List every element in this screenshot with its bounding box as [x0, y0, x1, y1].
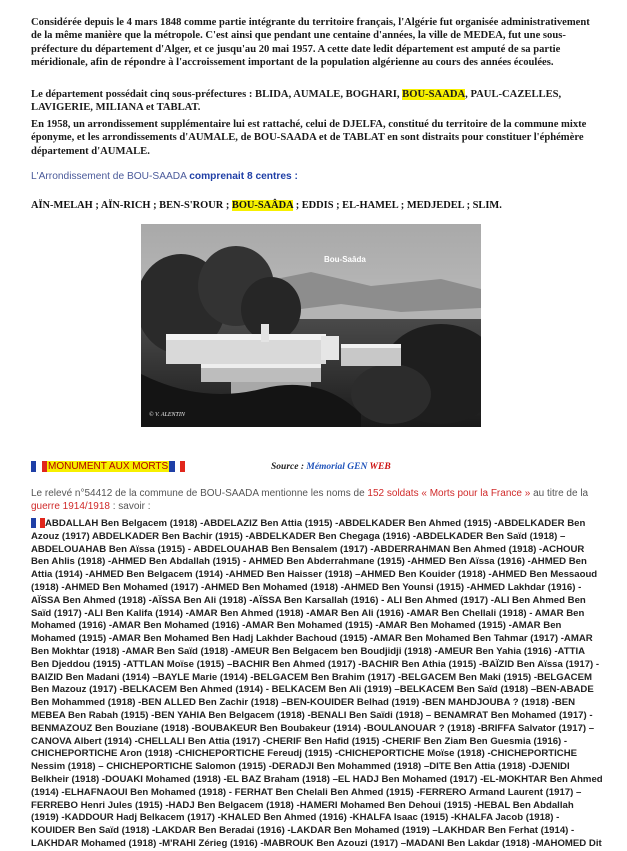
french-flag-icon — [31, 461, 47, 472]
source-line — [271, 462, 391, 472]
highlight-bou-saada: BOU-SAADA — [402, 89, 466, 100]
french-flag-icon — [31, 518, 45, 528]
monument-row — [31, 460, 601, 476]
arrondissement-colon: : — [291, 171, 298, 182]
centres-text: AÏN-MELAH ; AÏN-RICH ; BEN-S'ROUR ; — [31, 200, 232, 211]
sous-prefectures-text-end: , PAUL-CAZELLES, LAVIGERIE, MILIANA et TABLAT. — [31, 89, 562, 114]
bou-saada-photo — [141, 224, 481, 427]
releve-text: Le relevé n°54412 de la commune de BOU-SAADA mentionne les noms de — [31, 488, 368, 499]
french-flag-icon — [169, 461, 185, 472]
releve-text-3: : savoir : — [109, 500, 151, 512]
releve-war: guerre 1914/1918 — [31, 500, 110, 512]
releve-text-2: au titre de la — [530, 488, 589, 499]
arrondissement-line — [31, 171, 298, 182]
arrondissement-bold: comprenait 8 centres — [189, 171, 292, 182]
soldiers-names: ABDALLAH Ben Belgacem (1918) -ABDELAZIZ Ben Attia (1915) -ABDELKADER Ben Ahmed (1915) -ABDELKADER Ben Azouz (1917) ABDELKADER Ben Bachir (1915) -ABDELKADER Ben Chegaga (1916) -ABDELKADER Ben Saïd (1918) – ABDELOUAHAB Ben Aïssa (1915) - ABDELOUAHAB Ben Bensalem (1917) -ABDERRAHMAN Ben Ahmed (1918) -ACHOUR Ben Ahlis (1918) -AHMED Ben Abdallah (1915) - AHMED Ben Abderrahmane (1915) -AHMED Ben Aïssa (1916) -AHMED Ben Attia (1914) -AHMED Ben Belgacem (1914) -AHMED Ben Haisser (1918) –AHMED Ben Kouider (1918) -AHMED Ben Messaoud (1918) -AHMED Ben Mohamed (1917) -AHMED Ben Mohamed (1918) -AHMED Ben Younsi (1915) -AHMED Lakhdar (1916) -AÏSSA Ben Ahmed (1918) -AÏSSA Ben Ali (1918) -AÏSSA Ben Karsallah (1916) - ALI Ben Ahmed (1917) -ALI Ben Ahmed Ben Saïd (1917) -ALI Ben Kalifa (1914) -AMAR Ben Ahmed (1918) -AMAR Ben Ali (1916) -AMAR Ben Chellali (1918) - AMAR Ben Mohamed (1916) -AMAR Ben Mohamed (1916) -AMAR Ben Mohamed (1915) -AMAR Ben Mohamed (1915) -AMAR Ben Mohamed (1915) -AMAR Ben Mohamed Ben Hadj Lakhder Bachoud (1915) -AMAR Ben Mohamed Ben Tahmar (1917) -AMAR Ben Mokhtar (1918) -AMAR Ben Saïd (1918) -AMEUR Ben Belgacem ben Boudjidji (1918) -AMEUR Ben Yahia (1916) -ATTIA Ben Djeddou (1915) -ATTLAN Moïse (1915) –BACHIR Ben Ahmed (1917) -BACHIR Ben Athia (1915) -BAÏZID Ben Aïssa (1917) -BAIZID Ben Madani (1914) –BAYLE Marie (1914) -BELGACEM Ben Brahim (1917) -BELGACEM Ben Maki (1915) -BELGACEM Ben Mazouz (1917) -BELKACEM Ben Ahmed (1914) - BELKACEM Ben Ali (1919) –BELKACEM Ben Saïd (1918) –BEN-ABADE Ben Mohammed (1918) -BEN ALLED Ben Zachir (1918) –BEN-KOUIDER Belhad (1919) -BEN MAHDJOUBA ? (1918) -BEN MEBEA Ben Rabah (1915) -BEN YAHIA Ben Belgacem (1918) -BENALI Ben Saïdi (1918) – BENAMRAT Ben Mohamed (1917) -BENMAZOUZ Ben Bouziane (1918) -BOUBAKEUR Ben Boubakeur (1914) -BOULANOUAR ? (1918) -BRIFFA Salvator (1917) –CANOVA Albert (1914) -CHELLALI Ben Attia (1917) -CHERIF Ben Hafid (1915) -CHERIF Ben Ziam Ben Guesmia (1916) - CHICHEPORTICHE Aron (1918) -CHICHEPORTICHE Fereudj (1915) -CHICHEPORTICHE Moïse (1918) -CHICHEPORTICHE Nessim (1918) – CHICHEPORTICHE Salomon (1915) -DERADJI Ben Mohammed (1918) –DITE Ben Attia (1918) -DJENIDI Belkheir (1918) -DOUAKI Mohamed (1918) -EL BAZ Braham (1918) –EL HADJ Ben Mohamed (1917) -EL-MOKHTAR Ben Ahmed (1914) -ELHAFNAOUI Ben Mohamed (1918) - FERHAT Ben Chelali Ben Ahmed (1915) -FERRERO Armand Laurent (1917) –FERREBO Henri Jules (1915) -HADJ Ben Belgacem (1918) -HAMERI Mohamed Ben Dehoui (1915) -HEBAL Ben Abdallah (1919) -KADDOUR Hadj Belkacem (1917) -KHALED Ben Ahmed (1916) -KHALFA Isaac (1915) -KHALFA Jacob (1918) -KOUIDER Ben Saïd (1918) -LAKDAR Ben Beradai (1916) -LAKDAR Ben Mohamed (1919) –LAKHDAR Ben Ferhat (1914) -LAKHDAR Mohamed (1918) -M'RAHI Zérieg (1916) -MABROUK Ben Azouzi (1917) –MADANI Ben Lakdar (1918) -MAHOMED Dit — [31, 518, 603, 849]
photo-signature: © V. ALENTIN — [149, 412, 185, 418]
arrondissement-text: L'Arrondissement de BOU-SAADA — [31, 171, 190, 182]
releve-paragraph — [31, 488, 601, 514]
sous-prefectures-text: Le département possédait cinq sous-préfectures : BLIDA, AUMALE, BOGHARI, — [31, 89, 403, 100]
monument-label: MONUMENT AUX MORTS — [48, 461, 169, 473]
releve-soldiers: 152 soldats « Morts pour la France » — [367, 488, 531, 499]
highlight-bou-saada-centre: BOU-SAÂDA — [231, 200, 294, 211]
photo-caption: Bou-Saâda — [324, 255, 366, 264]
monument-heading — [31, 461, 185, 472]
soldiers-list — [31, 518, 603, 851]
djelfa-paragraph: En 1958, un arrondissement supplémentaire lui est rattaché, celui de DJELFA, constitué du territoire de la commune mixte éponyme, et les arrondissements d'AUMALE, de BOU-SAADA et de TABLAT en sont distraits pour constituer l'éphémère département d'AUMALE. — [31, 119, 587, 157]
source-gen[interactable]: GEN — [344, 462, 370, 472]
centres-text-end: ; EDDIS ; EL-HAMEL ; MEDJEDEL ; SLIM. — [293, 200, 502, 211]
source-memorial[interactable]: Mémorial — [306, 462, 345, 472]
intro-paragraph: Considérée depuis le 4 mars 1848 comme partie intégrante du territoire français, l'Algérie fut organisée administrativement de la même manière que la métropole. C'est ainsi que pendant une centaine d'années, la ville de MEDEA, fut une sous-préfecture du département d'Alger, et ce jusqu'au 20 mai 1957. A cette date ledit département est amputé de sa partie méridionale, afin de répondre à l'accroissement important de la population algérienne au cours des années écoulées. — [31, 17, 590, 69]
source-web[interactable]: WEB — [369, 462, 391, 472]
source-label: Source : — [271, 462, 307, 472]
centres-list — [31, 200, 502, 211]
sous-prefectures-paragraph — [31, 88, 601, 115]
